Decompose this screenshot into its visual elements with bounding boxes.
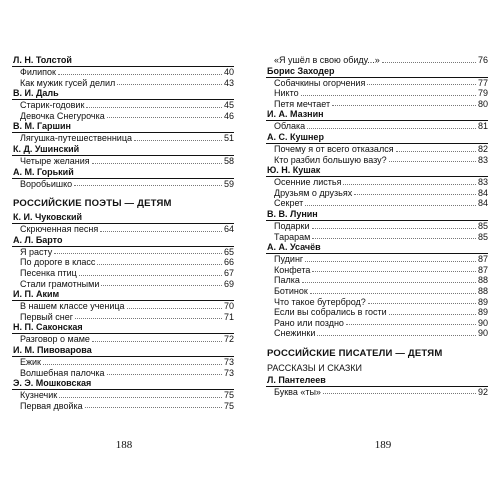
entry-title: Филипок — [20, 67, 56, 77]
dot-leader — [86, 100, 222, 108]
toc-entry — [266, 155, 488, 166]
entry-title: Волшебная палочка — [20, 367, 105, 378]
entry-title: Что такое бутерброд? — [274, 296, 366, 307]
dot-leader — [58, 67, 222, 75]
entry-title: Петя мечтает — [274, 98, 331, 109]
dot-leader — [97, 257, 222, 265]
dot-leader — [389, 155, 476, 163]
dot-leader — [59, 390, 222, 398]
dot-leader — [389, 307, 476, 315]
entry-title: Старик-годовик — [20, 100, 85, 111]
author-group — [266, 242, 488, 339]
entry-title: Тарарам — [274, 231, 311, 242]
entry-title: Буква «ты» — [274, 386, 321, 397]
dot-leader — [92, 334, 222, 342]
toc-entry — [266, 286, 488, 297]
toc-entry — [266, 318, 488, 329]
toc-entry — [266, 254, 488, 265]
toc-entry — [12, 279, 234, 290]
entry-title: Ежик — [20, 356, 41, 367]
entry-page: 90 — [477, 328, 488, 339]
toc-entry — [266, 265, 488, 276]
author-group — [266, 66, 488, 110]
entry-title: Первый снег — [20, 311, 74, 322]
toc-entry — [12, 67, 234, 78]
author-group — [266, 132, 488, 165]
author-name: А. А. Усачёв — [267, 242, 321, 253]
author-name: Л. Пантелеев — [267, 374, 326, 385]
dot-leader — [75, 312, 222, 320]
dot-leader — [382, 55, 476, 63]
author-name: Л. Н. Толстой — [13, 55, 72, 65]
entry-page: 65 — [223, 246, 234, 257]
dot-leader — [54, 247, 222, 255]
toc-entry — [266, 177, 488, 188]
author-group — [12, 144, 234, 167]
dot-leader — [343, 177, 476, 185]
entry-page: 73 — [223, 367, 234, 378]
entry-page: 87 — [477, 264, 488, 275]
toc-entry — [12, 334, 234, 345]
entry-page: 84 — [477, 198, 488, 209]
author-name: Борис Заходер — [267, 65, 335, 76]
toc-entry — [266, 78, 488, 89]
dot-leader — [101, 279, 222, 287]
toc-entry — [12, 78, 234, 89]
entry-page: 76 — [477, 55, 488, 65]
dot-leader — [107, 111, 222, 119]
entry-page: 85 — [477, 220, 488, 231]
dot-leader — [354, 188, 476, 196]
entry-page: 84 — [477, 187, 488, 198]
entry-page: 71 — [223, 311, 234, 322]
toc-entry — [12, 100, 234, 111]
toc-entry — [12, 156, 234, 167]
entry-page: 79 — [477, 88, 488, 99]
entry-page: 89 — [477, 296, 488, 307]
toc-entry — [12, 257, 234, 268]
toc-entry — [12, 247, 234, 258]
entry-page: 73 — [223, 356, 234, 367]
dot-leader — [368, 297, 476, 305]
entry-page: 67 — [223, 267, 234, 278]
entry-page: 88 — [477, 285, 488, 296]
entry-title: Я расту — [20, 246, 53, 257]
author-name: В. В. Лунин — [267, 208, 318, 219]
author-name: В. И. Даль — [13, 88, 59, 99]
toc-entry — [12, 368, 234, 379]
author-group — [12, 235, 234, 289]
entry-page: 88 — [477, 275, 488, 286]
entry-title: В нашем классе ученица — [20, 301, 125, 312]
entry-page: 51 — [223, 133, 234, 144]
entry-page: 70 — [223, 301, 234, 312]
dot-leader — [312, 265, 476, 273]
entry-title: Если вы собрались в гости — [274, 307, 387, 318]
dot-leader — [43, 357, 222, 365]
toc-entry — [12, 357, 234, 368]
entry-title: Кто разбил большую вазу? — [274, 154, 387, 165]
entry-page: 59 — [223, 178, 234, 189]
entry-page: 83 — [477, 177, 488, 188]
author-group — [12, 121, 234, 144]
dot-leader — [127, 301, 222, 309]
entry-title: Секрет — [274, 198, 304, 209]
toc-entry — [266, 307, 488, 318]
dot-leader — [301, 88, 476, 96]
dot-leader — [305, 254, 476, 262]
author-group — [12, 55, 234, 88]
entry-page: 72 — [223, 334, 234, 345]
toc-entry — [12, 179, 234, 190]
entry-page: 58 — [223, 155, 234, 166]
entry-title: Воробьишко — [20, 178, 73, 189]
toc-entry — [266, 121, 488, 132]
entry-title: Снежинки — [274, 328, 316, 339]
dot-leader — [107, 368, 222, 376]
author-name: И. А. Мазнин — [267, 109, 324, 120]
dot-leader — [312, 232, 476, 240]
page-number-left: 188 — [115, 439, 133, 451]
entry-page: 87 — [477, 254, 488, 265]
toc-entry — [266, 221, 488, 232]
dot-leader — [134, 133, 222, 141]
entry-title: Стали грамотными — [20, 278, 100, 289]
entry-title: Пудинг — [274, 254, 304, 265]
entry-title: Ботинок — [274, 285, 308, 296]
section-title: РОССИЙСКИЕ ПОЭТЫ — ДЕТЯМ — [13, 198, 172, 210]
entry-page: 75 — [223, 400, 234, 411]
entry-title: Девочка Снегурочка — [20, 110, 105, 121]
entry-page: 90 — [477, 317, 488, 328]
entry-title: Облака — [274, 121, 306, 132]
author-name: А. С. Кушнер — [267, 131, 324, 142]
toc-entry — [266, 387, 488, 398]
entry-title: Осенние листья — [274, 177, 342, 188]
toc-entry — [266, 188, 488, 199]
entry-title: Песенка птиц — [20, 267, 77, 278]
entry-title: Четыре желания — [20, 155, 90, 166]
toc-entry — [266, 88, 488, 99]
left-page — [12, 55, 234, 411]
entry-title: Скрюченная песня — [20, 224, 99, 235]
author-name: И. М. Пивоварова — [13, 344, 92, 355]
entry-title: По дороге в класс — [20, 257, 96, 268]
entry-title: Никто — [274, 88, 299, 99]
dot-leader — [85, 401, 222, 409]
dot-leader — [74, 179, 222, 187]
toc-entry — [266, 144, 488, 155]
dot-leader — [302, 275, 476, 283]
entry-title: Первая двойка — [20, 400, 83, 411]
entry-title: Почему я от всего отказался — [274, 143, 394, 154]
author-group — [12, 88, 234, 121]
entry-title: Конфета — [274, 264, 311, 275]
author-group — [266, 209, 488, 242]
dot-leader — [79, 268, 222, 276]
toc-entry — [12, 111, 234, 122]
toc-entry — [266, 328, 488, 339]
entry-page: 89 — [477, 307, 488, 318]
author-name: К. И. Чуковский — [13, 212, 83, 223]
dot-leader — [117, 78, 222, 86]
author-group — [12, 289, 234, 322]
toc-entry — [12, 312, 234, 323]
dot-leader — [305, 198, 476, 206]
author-name: Ю. Н. Кушак — [267, 165, 321, 176]
dot-leader — [332, 99, 476, 107]
toc-entry — [266, 297, 488, 308]
dot-leader — [346, 318, 476, 326]
entry-page: 45 — [223, 100, 234, 111]
entry-title: Подарки — [274, 220, 310, 231]
toc-entry — [12, 133, 234, 144]
author-name: Э. Э. Мошковская — [13, 378, 92, 389]
author-name: В. М. Гаршин — [13, 121, 71, 132]
author-group — [266, 109, 488, 132]
dot-leader — [310, 286, 476, 294]
toc-entry — [266, 99, 488, 110]
dot-leader — [396, 144, 476, 152]
dot-leader — [367, 78, 476, 86]
entry-page: 43 — [223, 77, 234, 88]
entry-title: Рано или поздно — [274, 317, 344, 328]
entry-title: «Я ушёл в свою обиду...» — [274, 55, 380, 65]
entry-title: Разговор о маме — [20, 334, 90, 345]
toc-entry — [12, 401, 234, 412]
page-number-right: 189 — [374, 439, 392, 451]
subsection-title: РАССКАЗЫ И СКАЗКИ — [267, 362, 363, 373]
entry-page: 46 — [223, 110, 234, 121]
toc-entry — [12, 224, 234, 235]
author-group — [266, 375, 488, 398]
entry-page: 85 — [477, 231, 488, 242]
author-name: Н. П. Саконская — [13, 322, 83, 333]
toc-entry — [12, 390, 234, 401]
dot-leader — [312, 221, 476, 229]
author-name: А. М. Горький — [13, 166, 74, 177]
author-group — [12, 212, 234, 235]
author-group — [12, 322, 234, 345]
toc-entry — [266, 232, 488, 243]
entry-title: Собачкины огорчения — [274, 77, 366, 88]
right-page — [266, 55, 488, 397]
entry-page: 80 — [477, 98, 488, 109]
dot-leader — [92, 156, 222, 164]
entry-page: 82 — [477, 143, 488, 154]
dot-leader — [100, 224, 222, 232]
dot-leader — [323, 387, 476, 395]
author-group — [266, 55, 488, 66]
entry-page: 92 — [477, 386, 488, 397]
section-title: РОССИЙСКИЕ ПИСАТЕЛИ — ДЕТЯМ — [267, 347, 443, 359]
author-group — [12, 345, 234, 378]
author-name: И. П. Аким — [13, 289, 60, 300]
author-name: К. Д. Ушинский — [13, 143, 80, 154]
entry-page: 75 — [223, 390, 234, 401]
entry-title: Кузнечик — [20, 390, 58, 401]
toc-entry — [12, 301, 234, 312]
entry-page: 81 — [477, 121, 488, 132]
toc-entry — [12, 268, 234, 279]
entry-page: 64 — [223, 224, 234, 235]
entry-title: Палка — [274, 275, 300, 286]
entry-page: 66 — [223, 257, 234, 268]
author-group — [12, 378, 234, 411]
entry-title: Лягушка-путешественница — [20, 133, 132, 144]
author-group — [266, 165, 488, 209]
entry-page: 40 — [223, 67, 234, 77]
entry-title: Друзьям о друзьях — [274, 187, 353, 198]
entry-page: 77 — [477, 77, 488, 88]
entry-page: 83 — [477, 154, 488, 165]
toc-entry — [266, 275, 488, 286]
dot-leader — [307, 121, 476, 129]
dot-leader — [317, 328, 476, 336]
author-group — [12, 167, 234, 190]
entry-title: Как мужик гусей делил — [20, 77, 116, 88]
author-name: А. Л. Барто — [13, 234, 63, 245]
toc-entry — [266, 198, 488, 209]
entry-page: 69 — [223, 278, 234, 289]
toc-entry — [266, 55, 488, 66]
